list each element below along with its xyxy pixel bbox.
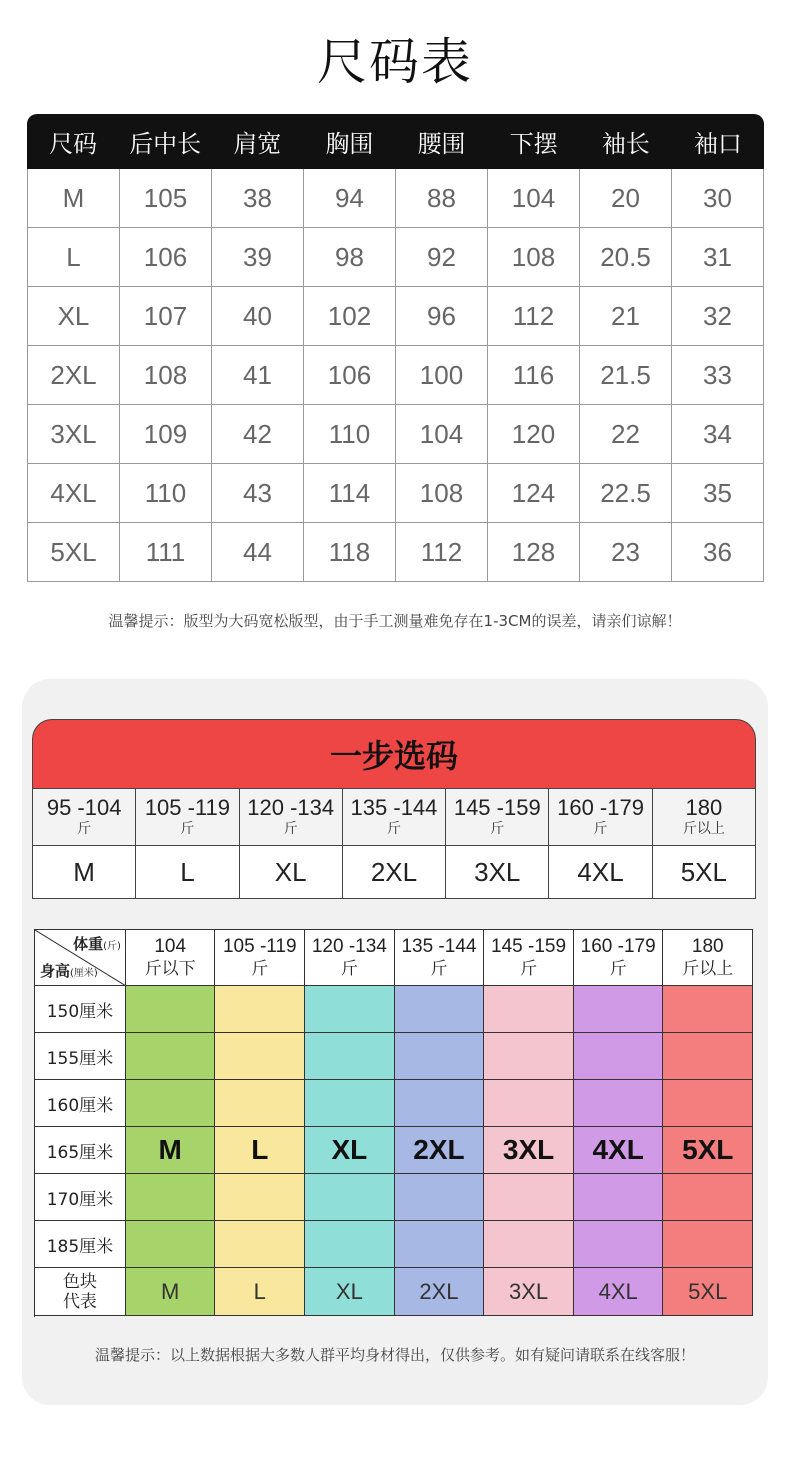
color-block [574, 1221, 664, 1268]
column-unit: 斤 [430, 958, 448, 979]
color-block [484, 1033, 574, 1080]
size-cell [33, 846, 136, 899]
table-cell: 33 [672, 346, 764, 404]
size-label: 4XL [577, 856, 624, 887]
table-cell: 109 [120, 405, 212, 463]
table-cell: 4XL [28, 464, 120, 522]
height-label: 155厘米 [35, 1033, 126, 1080]
weight-column-header [574, 930, 664, 986]
table-cell: 41 [212, 346, 304, 404]
table-row [28, 346, 764, 405]
grid-header-row [35, 930, 753, 986]
column-unit: 斤 [520, 958, 538, 979]
column-unit: 斤以上 [682, 958, 734, 979]
table-cell: 44 [212, 523, 304, 581]
legend-size: XL [335, 1278, 363, 1304]
table-cell: 20.5 [580, 228, 672, 286]
weight-unit: 斤 [490, 821, 505, 837]
color-block [484, 1080, 574, 1127]
table-cell: 5XL [28, 523, 120, 581]
color-block [395, 1080, 485, 1127]
table-row [28, 523, 764, 582]
legend-block [395, 1268, 485, 1316]
color-block [126, 1174, 216, 1221]
color-block [663, 1221, 753, 1268]
weight-range: 145 -159 [453, 795, 541, 820]
color-legend-label: 色块 代表 [35, 1268, 126, 1316]
color-block [126, 1127, 216, 1174]
color-block [215, 1221, 305, 1268]
column-weight: 135 -144 [401, 935, 477, 957]
column-weight: 120 -134 [311, 935, 387, 957]
color-block [305, 1127, 395, 1174]
size-table [27, 114, 764, 582]
weight-cell [136, 789, 239, 846]
table-row [28, 405, 764, 464]
legend-size: 3XL [508, 1278, 549, 1304]
size-marker: M [158, 1134, 182, 1165]
weight-column-header [484, 930, 574, 986]
column-weight: 105 -119 [222, 935, 297, 957]
color-block [484, 1221, 574, 1268]
table-cell: 36 [672, 523, 764, 581]
table-cell: 114 [304, 464, 396, 522]
legend-block [663, 1268, 753, 1316]
legend-block [126, 1268, 216, 1316]
color-block [574, 1127, 664, 1174]
size-cell [653, 846, 756, 899]
color-block [574, 1174, 664, 1221]
size-label: 2XL [370, 856, 418, 887]
header-cell: 后中长 [129, 130, 202, 158]
table-cell: 35 [672, 464, 764, 522]
height-row [35, 1080, 753, 1127]
color-block [215, 986, 305, 1033]
color-block [395, 986, 485, 1033]
weight-unit: 斤 [593, 821, 608, 837]
header-cell: 下摆 [509, 130, 558, 158]
size-row [33, 846, 756, 899]
grid-corner [35, 930, 126, 986]
height-row [35, 1127, 753, 1174]
color-block [305, 1221, 395, 1268]
color-block [305, 1174, 395, 1221]
color-block [574, 1080, 664, 1127]
table-cell: 34 [672, 405, 764, 463]
table-cell: 42 [212, 405, 304, 463]
table-row [28, 287, 764, 346]
legend-block [574, 1268, 664, 1316]
color-block [663, 1080, 753, 1127]
header-cell: 胸围 [325, 130, 374, 158]
color-block [484, 986, 574, 1033]
header-cell: 腰围 [417, 130, 466, 158]
weight-cell [653, 789, 756, 846]
table-cell: 100 [396, 346, 488, 404]
column-weight: 180 [691, 935, 724, 957]
color-block [663, 1033, 753, 1080]
weight-range: 105 -119 [144, 795, 231, 820]
size-label: 5XL [680, 856, 727, 887]
table-cell: 108 [488, 228, 580, 286]
reference-tip: 温馨提示：以上数据根据大多数人群平均身材得出，仅供参考。如有疑问请联系在线客服！ [94, 1346, 695, 1364]
weight-unit: 斤 [283, 821, 298, 837]
legend-size: 2XL [419, 1278, 459, 1304]
height-row [35, 986, 753, 1033]
weight-row [33, 789, 756, 846]
color-block [305, 1080, 395, 1127]
height-row [35, 1221, 753, 1268]
table-cell: 104 [396, 405, 488, 463]
column-weight: 145 -159 [491, 935, 567, 957]
weight-unit: 斤 [180, 821, 195, 837]
table-cell: 22 [580, 405, 672, 463]
table-cell: 43 [212, 464, 304, 522]
legend-block [215, 1268, 305, 1316]
size-table-body [27, 169, 764, 582]
legend-block [484, 1268, 574, 1316]
weight-cell [240, 789, 343, 846]
table-cell: 23 [580, 523, 672, 581]
size-table-header [27, 114, 764, 169]
size-marker: L [251, 1134, 269, 1165]
color-block [484, 1174, 574, 1221]
column-unit: 斤 [609, 958, 627, 979]
grid-footer-row [35, 1268, 753, 1316]
weight-range: 135 -144 [350, 795, 438, 820]
color-block [574, 986, 664, 1033]
size-label: 3XL [474, 856, 521, 887]
corner-weight-label: 体重(斤) [73, 935, 121, 953]
weight-column-header [663, 930, 753, 986]
table-cell: 40 [212, 287, 304, 345]
size-cell [136, 846, 239, 899]
table-row [28, 169, 764, 228]
size-label: M [73, 856, 95, 887]
measurement-tip: 温馨提示：版型为大码宽松版型，由于手工测量难免存在1-3CM的误差，请亲们谅解！ [108, 612, 682, 630]
size-cell [549, 846, 652, 899]
table-cell: 106 [304, 346, 396, 404]
weight-cell [549, 789, 652, 846]
size-cell [240, 846, 343, 899]
weight-range: 120 -134 [247, 795, 335, 820]
weight-column-header [395, 930, 485, 986]
table-cell: 88 [396, 169, 488, 227]
color-block [215, 1033, 305, 1080]
size-label: L [180, 856, 195, 887]
table-cell: 2XL [28, 346, 120, 404]
table-cell: 94 [304, 169, 396, 227]
table-cell: 128 [488, 523, 580, 581]
weight-unit: 斤以上 [682, 821, 725, 837]
color-block [126, 1221, 216, 1268]
size-marker: 5XL [682, 1134, 734, 1165]
corner-height-label: 身高(厘米) [40, 962, 98, 980]
weight-range: 95 -104 [46, 795, 122, 820]
weight-column-header [215, 930, 305, 986]
color-block [663, 1127, 753, 1174]
weight-cell [343, 789, 446, 846]
height-label: 160厘米 [35, 1080, 126, 1127]
color-block [663, 986, 753, 1033]
weight-cell [33, 789, 136, 846]
size-marker: 4XL [592, 1134, 644, 1165]
legend-block [305, 1268, 395, 1316]
table-cell: 118 [304, 523, 396, 581]
table-cell: 22.5 [580, 464, 672, 522]
weight-column-header [126, 930, 216, 986]
size-color-grid [34, 929, 753, 1317]
weight-column-header [305, 930, 395, 986]
weight-cell [446, 789, 549, 846]
size-cell [343, 846, 446, 899]
table-cell: 92 [396, 228, 488, 286]
table-cell: 20 [580, 169, 672, 227]
height-label: 185厘米 [35, 1221, 126, 1268]
table-cell: M [28, 169, 120, 227]
table-cell: 31 [672, 228, 764, 286]
legend-size: 4XL [598, 1278, 638, 1304]
color-block [126, 1033, 216, 1080]
table-cell: 32 [672, 287, 764, 345]
table-cell: 110 [304, 405, 396, 463]
color-block [305, 1033, 395, 1080]
size-marker: 3XL [502, 1134, 555, 1165]
color-block [663, 1174, 753, 1221]
table-cell: 124 [488, 464, 580, 522]
weight-range: 180 [685, 795, 723, 820]
legend-size: 5XL [688, 1278, 728, 1304]
height-label: 150厘米 [35, 986, 126, 1033]
table-cell: XL [28, 287, 120, 345]
step-table [32, 788, 756, 899]
table-cell: 21.5 [580, 346, 672, 404]
height-label: 170厘米 [35, 1174, 126, 1221]
color-block [215, 1080, 305, 1127]
column-unit: 斤 [251, 958, 269, 979]
legend-size: L [253, 1278, 266, 1304]
table-row [28, 228, 764, 287]
table-cell: 106 [120, 228, 212, 286]
page-title: 尺码表 [317, 33, 473, 91]
weight-range: 160 -179 [557, 795, 644, 820]
color-block [126, 1080, 216, 1127]
size-cell [446, 846, 549, 899]
column-weight: 160 -179 [580, 935, 656, 957]
table-cell: 108 [396, 464, 488, 522]
size-marker: 2XL [413, 1134, 465, 1165]
table-cell: 111 [120, 523, 212, 581]
color-block [395, 1033, 485, 1080]
table-cell: 120 [488, 405, 580, 463]
column-unit: 斤以下 [144, 958, 196, 979]
table-cell: 39 [212, 228, 304, 286]
color-block [215, 1174, 305, 1221]
table-cell: 104 [488, 169, 580, 227]
color-block [395, 1221, 485, 1268]
table-cell: 112 [396, 523, 488, 581]
legend-size: M [161, 1278, 180, 1304]
column-weight: 104 [154, 935, 187, 957]
size-marker: XL [331, 1134, 368, 1165]
table-cell: 107 [120, 287, 212, 345]
table-cell: L [28, 228, 120, 286]
weight-unit: 斤 [386, 821, 401, 837]
color-block [126, 986, 216, 1033]
table-cell: 105 [120, 169, 212, 227]
height-label: 165厘米 [35, 1127, 126, 1174]
color-block [574, 1033, 664, 1080]
column-unit: 斤 [340, 958, 358, 979]
header-cell: 尺码 [49, 130, 98, 158]
table-cell: 3XL [28, 405, 120, 463]
table-cell: 108 [120, 346, 212, 404]
size-label: XL [274, 856, 307, 887]
table-cell: 110 [120, 464, 212, 522]
header-cell: 袖长 [601, 130, 650, 158]
header-cell: 袖口 [693, 130, 742, 158]
height-row [35, 1174, 753, 1221]
table-cell: 102 [304, 287, 396, 345]
color-block [215, 1127, 305, 1174]
height-row [35, 1033, 753, 1080]
step-title: 一步选码 [32, 719, 756, 788]
header-cell: 肩宽 [233, 130, 282, 158]
table-cell: 38 [212, 169, 304, 227]
color-block [305, 986, 395, 1033]
table-cell: 112 [488, 287, 580, 345]
color-block [484, 1127, 574, 1174]
table-cell: 96 [396, 287, 488, 345]
color-block [395, 1127, 485, 1174]
table-cell: 21 [580, 287, 672, 345]
table-cell: 98 [304, 228, 396, 286]
table-row [28, 464, 764, 523]
table-cell: 30 [672, 169, 764, 227]
color-block [395, 1174, 485, 1221]
weight-unit: 斤 [77, 821, 92, 837]
table-cell: 116 [488, 346, 580, 404]
